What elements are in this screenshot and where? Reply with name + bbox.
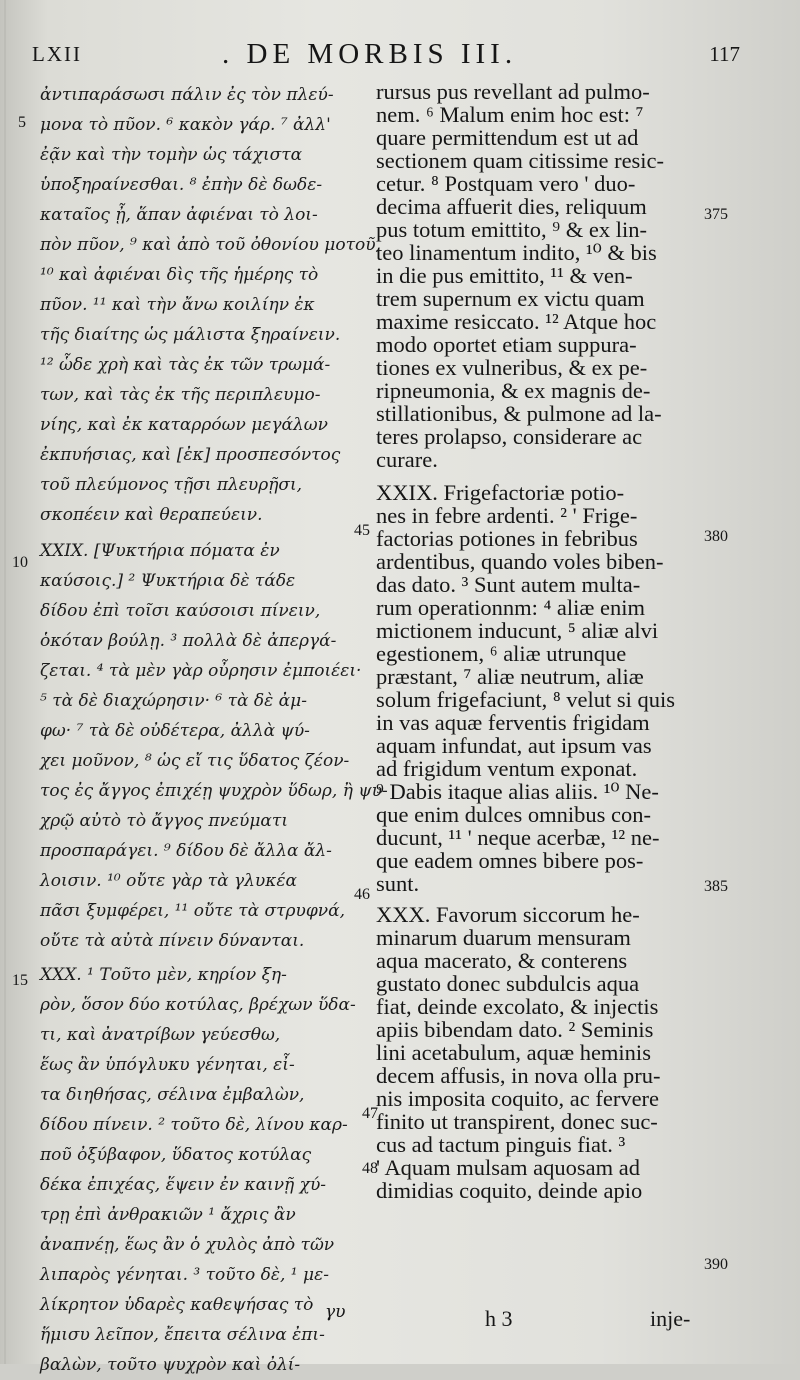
text-line: cetur. ⁸ Postquam vero ' duo-: [376, 171, 636, 196]
text-line: πᾶσι ξυμφέρει, ¹¹ οὔτε τὰ στρυφνά,: [40, 901, 345, 921]
text-line: rum operationnm: ⁴ aliæ enim: [376, 595, 646, 620]
text-line: ad frigidum ventum exponat.: [376, 756, 638, 781]
margin-line-number: 5: [18, 114, 26, 131]
text-line: τοῦ πλεύμονος τῇσι πλευρῇσι,: [40, 475, 303, 495]
text-line: dimidias coquito, deinde apio: [376, 1178, 643, 1203]
text-line: que enim dulces omnibus con-: [376, 802, 651, 827]
text-line: δίδου πίνειν. ² τοῦτο δὲ, λίνου καρ-: [40, 1115, 348, 1135]
text-line: egestionem, ⁶ aliæ utrunque: [376, 641, 627, 666]
margin-line-number: 385: [704, 878, 728, 895]
text-line: ὁκόταν βούλῃ. ³ πολλὰ δὲ ἀπεργά-: [40, 631, 337, 651]
text-line: quare permittendum est ut ad: [376, 125, 639, 150]
text-line: solum frigefaciunt, ⁸ velut si quis: [376, 687, 676, 712]
text-line: ποῦ ὀξύβαφον, ὕδατος κοτύλας: [40, 1145, 312, 1165]
margin-section-number: 47: [362, 1105, 378, 1122]
text-line: ἐκπυήσιας, καὶ [ἐκ] προσπεσόντος: [40, 445, 341, 465]
text-line: sunt.: [376, 871, 420, 896]
text-line: λίκρητον ὑδαρὲς καθεψήσας τὸ: [40, 1295, 314, 1315]
margin-line-number: 375: [704, 206, 728, 223]
text-line: XXX. ¹ Τοῦτο μὲν, κηρίον ξη-: [40, 965, 287, 985]
text-line: factorias potiones in febribus: [376, 526, 638, 551]
greek-catchword: γυ: [325, 1302, 346, 1322]
text-line: χει μοῦνον, ⁸ ὡς εἴ τις ὕδατος ζέον-: [40, 751, 350, 771]
text-line: minarum duarum mensuram: [376, 925, 631, 950]
text-line: lini acetabulum, aquæ heminis: [376, 1040, 651, 1065]
text-line: stillationibus, & pulmone ad la-: [376, 401, 662, 426]
page-header: [32, 38, 740, 72]
text-line: τα διηθήσας, σέλινα ἐμβαλὼν,: [40, 1085, 305, 1105]
text-line: ducunt, ¹¹ ' neque acerbæ, ¹² ne-: [376, 825, 660, 850]
text-line: decem affusis, in nova olla pru-: [376, 1063, 661, 1088]
text-line: apiis bibendam dato. ² Seminis: [376, 1017, 654, 1042]
margin-line-number: 10: [12, 554, 28, 571]
text-line: gustato donec subdulcis aqua: [376, 971, 640, 996]
text-line: pus totum emittito, ⁹ & ex lin-: [376, 217, 647, 242]
text-line: ἐᾷν καὶ τὴν τομὴν ὡς τάχιστα: [40, 145, 303, 165]
text-line: λοισιν. ¹⁰ οὔτε γὰρ τὰ γλυκέα: [40, 871, 297, 891]
page-number: 117: [709, 42, 740, 66]
text-line: τρῃ ἐπὶ ἀνθρακιῶν ¹ ἄχρις ἂν: [40, 1205, 296, 1225]
text-line: ripneumonia, & ex magnis de-: [376, 378, 651, 403]
margin-line-number: 380: [704, 528, 728, 545]
text-line: νίης, καὶ ἐκ καταρρόων μεγάλων: [40, 415, 329, 435]
text-line: modo oportet etiam suppura-: [376, 332, 637, 357]
text-line: nis imposita coquito, ac fervere: [376, 1086, 660, 1111]
text-line: trem supernum ex victu quam: [376, 286, 645, 311]
text-line: in die pus emittito, ¹¹ & ven-: [376, 263, 633, 288]
text-line: in vas aquæ ferventis frigidam: [376, 710, 650, 735]
text-line: λιπαρὸς γένηται. ³ τοῦτο δὲ, ¹ με-: [40, 1265, 329, 1285]
text-line: præstant, ⁷ aliæ neutrum, aliæ: [376, 664, 644, 689]
text-line: cus ad tactum pinguis fiat. ³: [376, 1132, 626, 1157]
text-line: καταῖος ᾖ, ἅπαν ἀφιέναι τὸ λοι-: [40, 205, 318, 225]
text-line: teo linamentum indito, ¹⁰ & bis: [376, 240, 657, 265]
text-line: προσπαράγει. ⁹ δίδου δὲ ἄλλα ἄλ-: [40, 841, 332, 861]
text-line: μονα τὸ πῦον. ⁶ κακὸν γάρ. ⁷ ἀλλ': [40, 115, 331, 135]
text-line: ardentibus, quando voles biben-: [376, 549, 664, 574]
text-line: teres prolapso, considerare ac: [376, 424, 643, 449]
text-line: nem. ⁶ Malum enim hoc est: ⁷: [376, 102, 644, 127]
text-line: curare.: [376, 447, 438, 472]
text-line: ⁹ Dabis itaque alias aliis. ¹⁰ Ne-: [376, 779, 659, 804]
text-line: ἀναπνέῃ, ἕως ἂν ὁ χυλὸς ἀπὸ τῶν: [40, 1235, 335, 1255]
text-line: οὔτε τὰ αὐτὰ πίνειν δύνανται.: [40, 931, 305, 951]
text-line: ⁵ τὰ δὲ διαχώρησιν· ⁶ τὰ δὲ ἀμ-: [40, 691, 307, 711]
text-line: ἀντιπαράσωσι πάλιν ἐς τὸν πλεύ-: [40, 85, 334, 105]
text-line: δίδου ἐπὶ τοῖσι καύσοισι πίνειν,: [40, 601, 321, 621]
greek-text-column: [40, 80, 388, 1380]
text-line: ζεται. ⁴ τὰ μὲν γὰρ οὖρησιν ἐμποιέει·: [40, 661, 362, 681]
text-line: ἕως ἂν ὑπόγλυκυ γένηται, εἶ-: [40, 1055, 295, 1075]
latin-text-column: [376, 80, 706, 1202]
text-line: sectionem quam citissime resic-: [376, 148, 665, 173]
text-line: decima affuerit dies, reliquum: [376, 194, 647, 219]
page-roman-numeral: LXII: [32, 42, 82, 66]
text-line: ὑποξηραίνεσθαι. ⁸ ἐπὴν δὲ δωδε-: [40, 175, 323, 195]
running-title: . DE MORBIS III.: [222, 38, 518, 70]
text-line: φω· ⁷ τὰ δὲ οὐδέτερα, ἀλλὰ ψύ-: [40, 721, 310, 741]
text-line: ἥμισυ λεῖπον, ἔπειτα σέλινα ἐπι-: [40, 1325, 325, 1345]
text-line: ¹² ὧδε χρὴ καὶ τὰς ἐκ τῶν τρωμά-: [40, 355, 331, 375]
text-line: aquam infundat, aut ipsum vas: [376, 733, 652, 758]
text-line: δέκα ἐπιχέας, ἕψειν ἐν καινῇ χύ-: [40, 1175, 327, 1195]
text-line: aqua macerato, & conterens: [376, 948, 628, 973]
margin-section-number: 45: [354, 522, 370, 539]
text-line: mictionem inducunt, ⁵ aliæ alvi: [376, 618, 659, 643]
text-line: XXX. Favorum siccorum he-: [376, 902, 640, 927]
text-line: das dato. ³ Sunt autem multa-: [376, 572, 641, 597]
text-line: βαλὼν, τοῦτο ψυχρὸν καὶ ὀλί-: [40, 1355, 301, 1375]
margin-line-number: 15: [12, 972, 28, 989]
text-line: que eadem omnes bibere pos-: [376, 848, 644, 873]
text-line: finito ut transpirent, donec suc-: [376, 1109, 658, 1134]
text-line: σκοπέειν καὶ θεραπεύειν.: [40, 505, 263, 525]
text-line: tiones ex vulneribus, & ex pe-: [376, 355, 648, 380]
text-line: πὸν πῦον, ⁹ καὶ ἀπὸ τοῦ ὀθονίου μοτοῦ,: [40, 235, 381, 255]
text-line: ' Aquam mulsam aquosam ad: [376, 1155, 641, 1180]
text-line: ρὸν, ὅσον δύο κοτύλας, βρέχων ὕδα-: [40, 995, 356, 1015]
catchword: inje-: [650, 1306, 691, 1331]
signature-mark: h 3: [485, 1306, 513, 1331]
margin-section-number: 48: [362, 1160, 378, 1177]
text-line: τῆς διαίτης ὡς μάλιστα ξηραίνειν.: [40, 325, 341, 345]
text-line: maxime resiccato. ¹² Atque hoc: [376, 309, 657, 334]
page-edge-shadow: [4, 0, 6, 1364]
margin-section-number: 46: [354, 886, 370, 903]
text-line: τος ἐς ἄγγος ἐπιχέῃ ψυχρὸν ὕδωρ, ἢ ψυ-: [40, 781, 388, 801]
text-line: fiat, deinde excolato, & injectis: [376, 994, 659, 1019]
text-line: rursus pus revellant ad pulmo-: [376, 79, 650, 104]
margin-line-number: 390: [704, 1256, 728, 1273]
text-line: των, καὶ τὰς ἐκ τῆς περιπλευμο-: [40, 385, 321, 405]
text-line: πῦον. ¹¹ καὶ τὴν ἄνω κοιλίην ἐκ: [40, 295, 315, 315]
text-line: καύσοις.] ² Ψυκτήρια δὲ τάδε: [40, 571, 296, 591]
text-line: τι, καὶ ἀνατρίβων γεύεσθω,: [40, 1025, 281, 1045]
text-line: ¹⁰ καὶ ἀφιέναι δὶς τῆς ἡμέρης τὸ: [40, 265, 319, 285]
text-line: XXIX. [Ψυκτήρια πόματα ἐν: [40, 541, 280, 561]
text-line: χρῷ αὐτὸ τὸ ἄγγος πνεύματι: [40, 811, 288, 831]
text-line: nes in febre ardenti. ² ' Frige-: [376, 503, 638, 528]
text-line: XXIX. Frigefactoriæ potio-: [376, 480, 625, 505]
